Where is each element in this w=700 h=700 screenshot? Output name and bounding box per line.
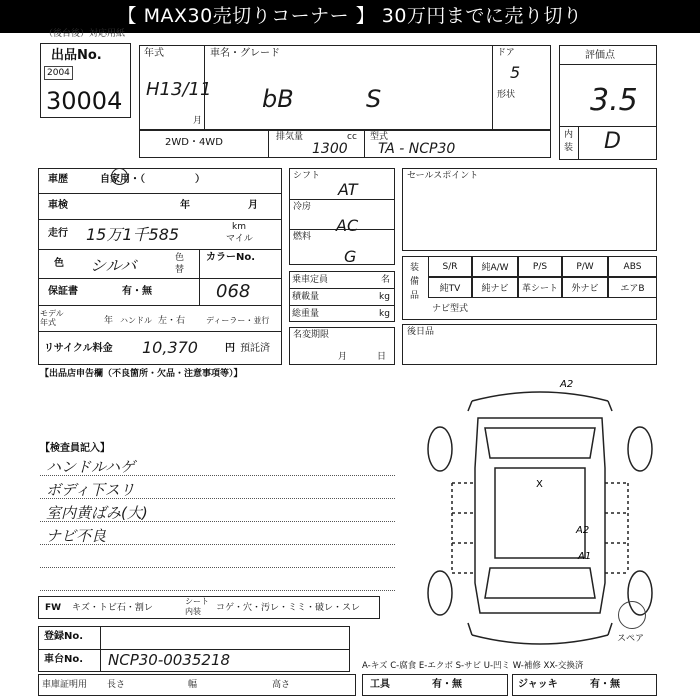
seat-options: コゲ・穴・汚レ・ミミ・破レ・スレ (216, 603, 361, 613)
auction-sheet (0, 29, 700, 700)
history-options: 自家用・（ ） (100, 174, 205, 185)
registration-label: 登録No. (44, 631, 84, 642)
color-no-value: 068 (216, 281, 251, 302)
height-label: 高さ (272, 680, 291, 690)
rear-left-wheel (428, 571, 452, 615)
recycle-status: 預託済 (240, 343, 270, 354)
fuel-value: G (344, 247, 357, 266)
model-year-unit: 年 (104, 316, 114, 326)
inspection-label: 車検 (48, 200, 68, 211)
front-right-wheel (628, 427, 652, 471)
shape-label: 形状 (497, 90, 516, 100)
doors-value: 5 (510, 63, 521, 82)
warranty-options: 有・無 (122, 286, 152, 297)
history-label: 車歴 (48, 174, 68, 185)
jack-label: ジャッキ (518, 679, 558, 690)
fw-label: FW (45, 603, 62, 613)
equipment-genuine-tv: 純TV (428, 277, 472, 298)
load-unit: kg (379, 292, 390, 302)
lot-label: 出品No. (51, 48, 102, 63)
recycle-value: 10,370 (142, 338, 198, 357)
recycle-yen-unit: 円 (225, 343, 235, 354)
damage-mark-front: A2 (560, 379, 574, 390)
year-value: H13/11 (146, 79, 212, 100)
month-unit: 月 (193, 116, 203, 126)
jack-options: 有・無 (590, 679, 620, 690)
inspector-note-2: ボディ下スリ (46, 481, 135, 499)
inspection-month-unit: 月 (248, 200, 258, 211)
year-tag: 2004 (44, 66, 73, 80)
shift-value: AT (338, 180, 358, 199)
name-change-label: 名変期限 (293, 330, 330, 340)
model-grade-label: 車名・グレード (210, 48, 280, 59)
sales-point-label: セールスポイント (407, 171, 479, 181)
inspector-note-4: ナビ不良 (46, 527, 107, 545)
handle-options: 左・右 (158, 316, 186, 326)
score-label: 評価点 (585, 50, 615, 61)
capacity-label: 乗車定員 (292, 275, 329, 285)
history-selection-circle (111, 168, 128, 185)
seller-declaration-label: 【出品店申告欄（不良箇所・欠品・注意事項等）】 (40, 369, 243, 379)
color-change-label: 色替 (175, 253, 185, 275)
windshield (485, 428, 595, 458)
ac-label: 冷房 (293, 202, 312, 212)
mileage-value: 15万1千585 (86, 225, 180, 244)
lot-number: 30004 (46, 87, 123, 115)
equipment-label: 装備品 (410, 263, 420, 301)
name-change-day-unit: 日 (377, 352, 387, 362)
equipment-pw: P/W (562, 256, 608, 277)
front-bumper-outline (472, 392, 608, 401)
navi-type-label: ナビ型式 (432, 304, 469, 314)
color-no-label: カラーNo. (206, 252, 256, 263)
mileage-label: 走行 (48, 228, 68, 239)
type-label: 型式 (370, 132, 389, 142)
shift-label: シフト (293, 171, 321, 181)
damage-mark-roof: X (536, 479, 543, 490)
equipment-leather-seat: 革シート (518, 277, 562, 298)
drive-label: 2WD・4WD (165, 137, 223, 148)
equipment-airbag: エアB (608, 277, 657, 298)
damage-mark-right-door: A1 (578, 551, 592, 562)
tools-options: 有・無 (432, 679, 462, 690)
vehicle-details-box (38, 168, 282, 365)
chassis-value: NCP30-0035218 (108, 651, 231, 669)
equipment-sunroof: S/R (428, 256, 472, 277)
front-left-wheel (428, 427, 452, 471)
cut-header-text: （後台後）対応用紙 (44, 29, 126, 39)
displacement-label: 排気量 (276, 132, 304, 142)
aftermarket-items-label: 後日品 (407, 327, 435, 337)
inspector-note-1: ハンドルハゲ (46, 458, 135, 476)
lot-number-box (40, 43, 131, 118)
year-label: 年式 (144, 48, 164, 59)
length-label: 長さ (107, 680, 126, 690)
km-unit: km (232, 222, 246, 232)
capacity-unit: 名 (381, 275, 391, 285)
color-value: シルバ (90, 256, 137, 275)
equipment-abs: ABS (608, 256, 657, 277)
equipment-genuine-navi: 純ナビ (472, 277, 518, 298)
interior-label: 内装 (564, 130, 574, 153)
equipment-genuine-aw: 純A/W (472, 256, 518, 277)
tools-label: 工具 (370, 679, 390, 690)
model-value: bB (262, 85, 294, 113)
rear-window (485, 568, 595, 598)
auction-banner: 【 MAX30売切りコーナー 】 30万円までに売り切り (0, 0, 700, 33)
damage-mark-right-side: A2 (576, 525, 590, 536)
equipment-ps: P/S (518, 256, 562, 277)
seat-label: シート内装 (185, 597, 209, 616)
name-change-month-unit: 月 (338, 352, 348, 362)
warranty-label: 保証書 (48, 286, 78, 297)
spare-label: スペア (617, 634, 645, 644)
aftermarket-items-box (402, 324, 657, 365)
cc-unit: cc (347, 132, 357, 142)
spare-tire-icon (618, 601, 646, 629)
garage-cert-label: 車庫証明用 (42, 680, 88, 690)
chassis-label: 車台No. (44, 654, 84, 665)
doors-label: ドア (497, 48, 515, 58)
fw-options: キズ・トビ石・割レ (72, 603, 153, 613)
mile-unit: マイル (226, 234, 253, 244)
displacement-value: 1300 (312, 141, 348, 157)
weight-label: 総重量 (292, 309, 320, 319)
damage-legend: A-キズ C-腐食 E-エクボ S-サビ U-凹ミ W-補修 XX-交換済 (362, 661, 584, 671)
grade-value: S (366, 85, 382, 113)
type-value: TA - NCP30 (378, 141, 456, 157)
rear-bumper-outline (472, 635, 608, 644)
handle-label: ハンドル (120, 316, 152, 325)
color-label: 色 (54, 258, 64, 269)
ac-value: AC (336, 216, 359, 235)
dealer-label: ディーラー・並行 (206, 316, 270, 325)
weight-unit: kg (379, 309, 390, 319)
fuel-label: 燃料 (293, 232, 312, 242)
inspection-year-unit: 年 (180, 200, 190, 211)
recycle-label: リサイクル料金 (44, 343, 113, 354)
model-year-label: モデル年式 (40, 309, 64, 327)
score-value: 3.5 (590, 83, 638, 118)
interior-value: D (604, 129, 621, 154)
inspector-note-3: 室内黄ばみ(大) (46, 504, 148, 522)
inspector-notes-label: 【検査員記入】 (40, 443, 110, 454)
width-label: 幅 (188, 680, 198, 690)
equipment-aftermarket-navi: 外ナビ (562, 277, 608, 298)
load-label: 積載量 (292, 292, 320, 302)
